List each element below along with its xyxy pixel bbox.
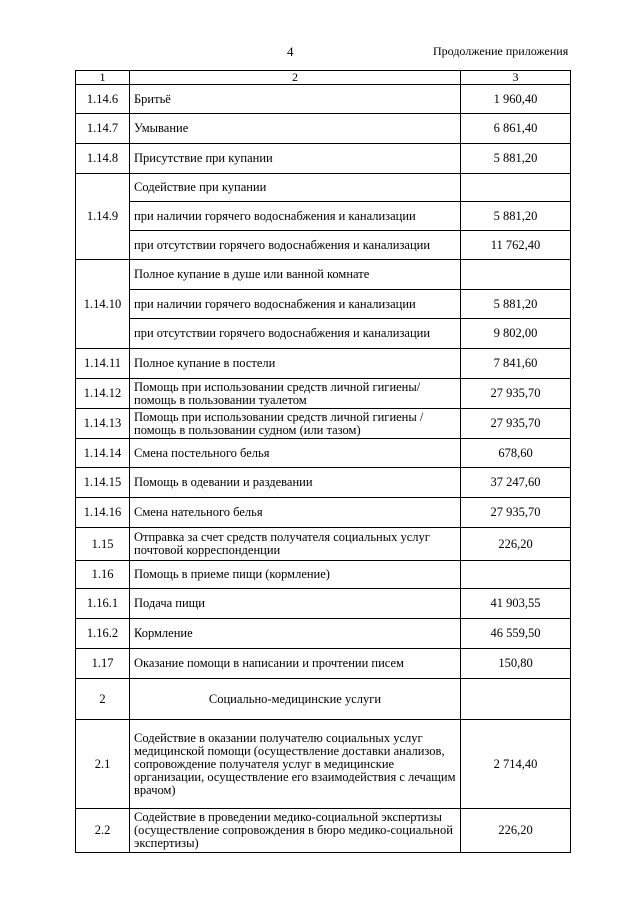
row-price-empty — [461, 260, 571, 290]
row-price: 678,60 — [461, 439, 571, 468]
row-code: 1.14.10 — [76, 260, 130, 349]
row-code: 1.14.15 — [76, 468, 130, 498]
row-code: 1.14.16 — [76, 498, 130, 528]
row-subname: при наличии горячего водоснабжения и канализации — [130, 202, 461, 231]
table-subrow — [76, 231, 571, 260]
row-name: Смена постельного белья — [130, 439, 461, 468]
row-price: 27 935,70 — [461, 409, 571, 439]
row-name: Подача пищи — [130, 589, 461, 619]
row-code: 1.14.8 — [76, 144, 130, 174]
row-price-empty — [461, 174, 571, 202]
table-subrow — [76, 290, 571, 319]
table-row — [76, 809, 571, 853]
table-row — [76, 561, 571, 589]
section-title: Социально-медицинские услуги — [130, 679, 461, 720]
table-row — [76, 114, 571, 144]
row-name: Содействие в оказании получателю социальных услуг медицинской помощи (осуществление доставки анализов, сопровождение получателя услуг в медицинские организации, осуществление его взаимодействия с лечащим врачом) — [130, 720, 461, 809]
row-price: 226,20 — [461, 809, 571, 853]
row-price: 1 960,40 — [461, 85, 571, 114]
table-row — [76, 379, 571, 409]
row-price: 46 559,50 — [461, 619, 571, 649]
row-price: 7 841,60 — [461, 349, 571, 379]
tariff-table — [75, 70, 571, 853]
row-code: 1.16.1 — [76, 589, 130, 619]
row-name: Полное купание в душе или ванной комнате — [130, 260, 461, 290]
row-name: Умывание — [130, 114, 461, 144]
row-code: 1.14.11 — [76, 349, 130, 379]
row-price: 5 881,20 — [461, 290, 571, 319]
row-code: 1.14.13 — [76, 409, 130, 439]
section-row — [76, 679, 571, 720]
row-name: Бритьё — [130, 85, 461, 114]
page-number: 4 — [287, 44, 294, 59]
row-name: Присутствие при купании — [130, 144, 461, 174]
table-row — [76, 498, 571, 528]
row-code: 1.14.14 — [76, 439, 130, 468]
row-subname: при отсутствии горячего водоснабжения и канализации — [130, 231, 461, 260]
table-row — [76, 409, 571, 439]
row-name: Полное купание в постели — [130, 349, 461, 379]
row-name: Отправка за счет средств получателя социальных услуг почтовой корреспонденции — [130, 528, 461, 561]
table-row — [76, 439, 571, 468]
table-row — [76, 260, 571, 290]
row-code: 1.14.7 — [76, 114, 130, 144]
table-row — [76, 468, 571, 498]
row-name: Помощь в приеме пищи (кормление) — [130, 561, 461, 589]
row-name: Содействие при купании — [130, 174, 461, 202]
row-price: 6 861,40 — [461, 114, 571, 144]
column-header-2: 2 — [130, 71, 461, 85]
table-row — [76, 349, 571, 379]
row-price: 41 903,55 — [461, 589, 571, 619]
row-code: 1.15 — [76, 528, 130, 561]
table-subrow — [76, 202, 571, 231]
section-code: 2 — [76, 679, 130, 720]
table-row — [76, 649, 571, 679]
row-name: Помощь при использовании средств личной гигиены / помощь в пользовании судном (или тазом) — [130, 409, 461, 439]
row-price: 226,20 — [461, 528, 571, 561]
row-price: 27 935,70 — [461, 498, 571, 528]
table-row — [76, 589, 571, 619]
row-price: 11 762,40 — [461, 231, 571, 260]
row-price: 37 247,60 — [461, 468, 571, 498]
column-header-1: 1 — [76, 71, 130, 85]
row-price-empty — [461, 561, 571, 589]
row-code: 1.14.6 — [76, 85, 130, 114]
row-name: Оказание помощи в написании и прочтении писем — [130, 649, 461, 679]
row-code: 1.14.9 — [76, 174, 130, 260]
row-code: 1.14.12 — [76, 379, 130, 409]
row-price-empty — [461, 679, 571, 720]
table-row — [76, 144, 571, 174]
row-price: 9 802,00 — [461, 319, 571, 349]
row-price: 5 881,20 — [461, 202, 571, 231]
table-row — [76, 720, 571, 809]
continuation-label: Продолжение приложения — [433, 44, 569, 58]
row-price: 2 714,40 — [461, 720, 571, 809]
table-row — [76, 528, 571, 561]
row-price: 27 935,70 — [461, 379, 571, 409]
row-name: Помощь в одевании и раздевании — [130, 468, 461, 498]
table-row — [76, 619, 571, 649]
table-subrow — [76, 319, 571, 349]
column-header-3: 3 — [461, 71, 571, 85]
row-name: Помощь при использовании средств личной гигиены/помощь в пользовании туалетом — [130, 379, 461, 409]
row-subname: при отсутствии горячего водоснабжения и канализации — [130, 319, 461, 349]
table-row — [76, 174, 571, 202]
row-name: Кормление — [130, 619, 461, 649]
row-code: 2.2 — [76, 809, 130, 853]
row-name: Содействие в проведении медико-социальной экспертизы (осуществление сопровождения в бюро медико-социальной экспертизы) — [130, 809, 461, 853]
row-name: Смена нательного белья — [130, 498, 461, 528]
row-subname: при наличии горячего водоснабжения и канализации — [130, 290, 461, 319]
row-code: 1.16 — [76, 561, 130, 589]
row-code: 2.1 — [76, 720, 130, 809]
row-price: 5 881,20 — [461, 144, 571, 174]
column-header-row — [76, 71, 571, 85]
row-code: 1.16.2 — [76, 619, 130, 649]
table-row — [76, 85, 571, 114]
row-code: 1.17 — [76, 649, 130, 679]
row-price: 150,80 — [461, 649, 571, 679]
